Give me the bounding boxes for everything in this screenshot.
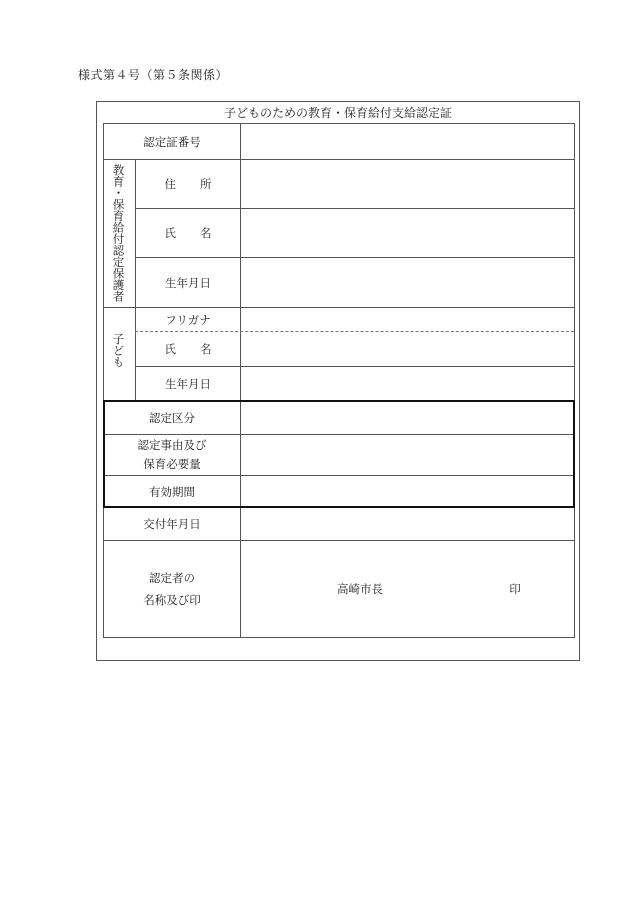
guardian-address-label <box>136 160 240 208</box>
cert-number-label: 認定証番号 <box>143 134 201 149</box>
child-name-char-2: 名 <box>200 342 212 356</box>
child-birth-label: 生年月日 <box>165 376 211 391</box>
certifier-value: 高崎市長 <box>337 582 383 596</box>
form-number: 様式第４号（第５条関係） <box>78 68 229 82</box>
guardian-name-label <box>136 209 240 257</box>
child-name-char-1: 氏 <box>164 342 176 356</box>
certifier-line-1: 認定者の <box>149 571 195 585</box>
guardian-name-char-2: 名 <box>200 226 212 240</box>
certificate-title: 子どものための教育・保育給付支給認定証 <box>223 106 452 120</box>
valid-period-label: 有効期間 <box>149 484 195 499</box>
certifier-line-2: 名称及び印 <box>143 593 201 607</box>
guardian-address-char-2: 所 <box>200 177 212 191</box>
table-border-right <box>574 123 575 638</box>
issue-date-label: 交付年月日 <box>143 517 201 531</box>
table-border-bottom <box>103 637 575 638</box>
guardian-group-label: 教育・保育給付認定保護者 <box>111 164 126 302</box>
guardian-birth-label: 生年月日 <box>165 275 211 290</box>
guardian-name-char-1: 氏 <box>164 226 176 240</box>
guardian-address-char-1: 住 <box>164 177 176 191</box>
cert-reason-label <box>104 435 240 475</box>
cert-reason-line-1: 認定事由及び <box>137 438 207 452</box>
child-furigana-label: フリガナ <box>165 312 211 327</box>
cert-reason-line-2: 保育必要量 <box>143 457 201 471</box>
child-name-label <box>136 332 240 366</box>
cert-category-label: 認定区分 <box>149 410 195 425</box>
seal-mark: 印 <box>509 582 521 596</box>
child-group-label: 子ども <box>111 333 126 368</box>
certifier-label <box>104 541 240 637</box>
column-divider <box>240 123 241 638</box>
